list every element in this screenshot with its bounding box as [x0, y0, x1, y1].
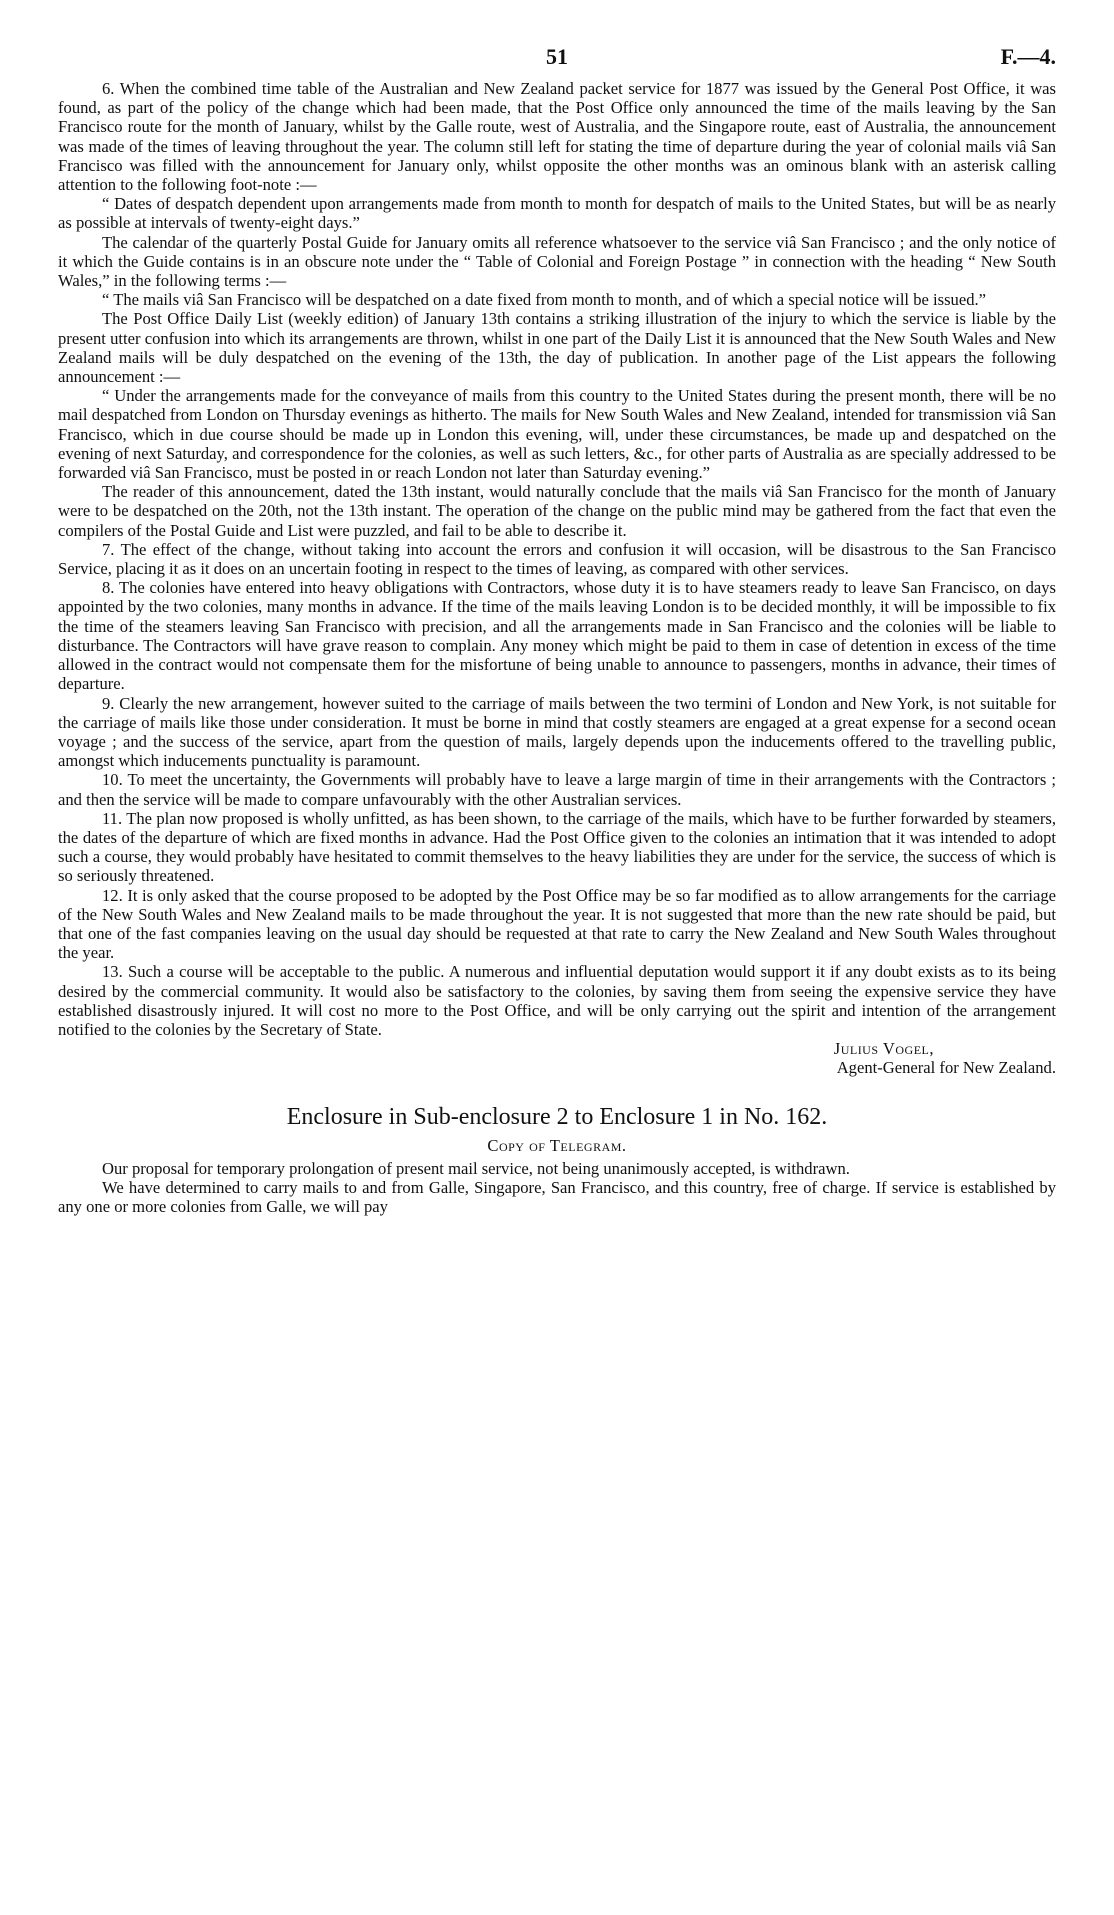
- paragraph-8: 8. The colonies have entered into heavy obligations with Contractors, whose duty it is to have steamers ready to leave San Francisco, on days appointed by the two colonies, many months in advance. If the time of the mails leaving London is to be decided monthly, it will be impossible to fix the time of the steamers leaving San Francisco with precision, and all the arrangements made in San Francisco and the colonies will be liable to disturbance. The Contractors will have grave reason to complain. Any money which might be paid to them in case of detention in excess of the time allowed in the contract would not compensate them for the misfortune of being unable to announce to passengers, months in advance, their times of departure.: [58, 578, 1056, 694]
- enclosure-title: Enclosure in Sub-enclosure 2 to Enclosure 1 in No. 162.: [286, 1103, 828, 1130]
- quotation-footnote: “ Dates of despatch dependent upon arrangements made from month to month for despatch of mails to the United States, but will be as nearly as possible at intervals of twenty-eight days.”: [58, 194, 1056, 233]
- document-body: [58, 79, 1056, 1216]
- page-header: [58, 44, 1056, 74]
- paragraph-postal-guide: The calendar of the quarterly Postal Guide for January omits all reference whatsoever to the service viâ San Francisco ; and the only notice of it which the Guide contains is in an obscure note under the “ Table of Colonial and Foreign Postage ” in connection with the heading “ New South Wales,” in the following terms :—: [58, 232, 1056, 291]
- paragraph-13: 13. Such a course will be acceptable to the public. A numerous and influential deputation would support it if any doubt exists as to its being desired by the commercial community. It would also be satisfactory to the colonies, by saving them from seeing the expensive service they have established disastrously injured. It will cost no more to the Post Office, and will be only carrying out the spirit and intention of the arrangement notified to the colonies by the Secretary of State.: [58, 962, 1056, 1039]
- paragraph-7: 7. The effect of the change, without taking into account the errors and confusion it will occasion, will be disastrous to the San Francisco Service, placing it as it does on an uncertain footing in respect to the times of leaving, as compared with other services.: [58, 539, 1056, 579]
- paragraph-6: 6. When the combined time table of the Australian and New Zealand packet service for 1877 was issued by the General Post Office, it was found, as part of the policy of the change which had been made, that the Post Office only announced the time of the mails leaving by the San Francisco route for the month of January, whilst by the Galle route, west of Australia, and the Singapore route, east of Australia, the announcement was made of the times of leaving throughout the year. The column still left for stating the time of departure during the year of colonial mails viâ San Francisco was filled with the announcement for January only, whilst opposite the other months was an ominous blank with an asterisk calling attention to the following foot-note :—: [58, 79, 1056, 195]
- enclosure-subtitle: Copy of Telegram.: [487, 1135, 627, 1155]
- signature-title: Agent-General for New Zealand.: [836, 1058, 1056, 1078]
- signature-block: [58, 1039, 1056, 1077]
- telegram-paragraph-2: We have determined to carry mails to and from Galle, Singapore, San Francisco, and this country, free of charge. If service is established by any one or more colonies from Galle, we will pay: [58, 1177, 1056, 1217]
- telegram-paragraph-1: Our proposal for temporary prolongation of present mail service, not being unanimously accepted, is withdrawn.: [102, 1158, 850, 1178]
- quotation-mails-notice: “ The mails viâ San Francisco will be despatched on a date fixed from month to month, and of which a special notice will be issued.”: [102, 290, 986, 310]
- paragraph-9: 9. Clearly the new arrangement, however suited to the carriage of mails between the two termini of London and New York, is not suitable for the carriage of mails like those under consideration. It must be borne in mind that costly steamers are engaged at a great expense for a second ocean voyage ; and the success of the service, apart from the question of mails, largely depends upon the inducements offered to the travelling public, amongst which inducements punctuality is paramount.: [58, 693, 1056, 771]
- page-number: 51: [546, 44, 568, 69]
- signature-name: Julius Vogel,: [833, 1039, 934, 1059]
- paragraph-10: 10. To meet the uncertainty, the Governments will probably have to leave a large margin of time in their arrangements with the Contractors ; and then the service will be made to compare unfavourably with the other Australian services.: [58, 770, 1056, 809]
- document-reference: F.—4.: [1000, 44, 1056, 69]
- paragraph-11: 11. The plan now proposed is wholly unfitted, as has been shown, to the carriage of the mails, which have to be further forwarded by steamers, the dates of the departure of which are fixed months in advance. Had the Post Office given to the colonies an intimation that it was intended to adopt such a course, they would probably have hesitated to commit themselves to the heavy liabilities they are under for the service, the success of which is so seriously threatened.: [58, 808, 1056, 886]
- paragraph-12: 12. It is only asked that the course proposed to be adopted by the Post Office may be so far modified as to allow arrangements for the carriage of the New South Wales and New Zealand mails to be made throughout the year. It is not suggested that more than the new rate should be paid, but that one of the fast companies leaving on the usual day should be requested at that rate to carry the New Zealand and New South Wales throughout the year.: [58, 885, 1056, 963]
- paragraph-daily-list: The Post Office Daily List (weekly edition) of January 13th contains a striking illustration of the injury to which the service is liable by the present utter confusion into which its arrangements are thrown, whilst in one part of the Daily List it is announced that the New South Wales and New Zealand mails will be duly despatched on the evening of the 13th, the day of publication. In another page of the List appears the following announcement :—: [58, 309, 1056, 387]
- paragraph-reader: The reader of this announcement, dated the 13th instant, would naturally conclude that the mails viâ San Francisco for the month of January were to be despatched on the 20th, not the 13th instant. The operation of the change on the public mind may be gathered from the fact that even the compilers of the Postal Guide and List were puzzled, and fail to be able to describe it.: [58, 482, 1056, 540]
- quotation-announcement: “ Under the arrangements made for the conveyance of mails from this country to the United States during the present month, there will be no mail despatched from London on Thursday evenings as hitherto. The mails for New South Wales and New Zealand, intended for transmission viâ San Francisco, which in due course should be made up in London this evening, will, under these circumstances, be made up and despatched on the evening of next Saturday, and correspondence for the colonies, as well as such letters, &c., for other parts of Australia as are specially addressed to be forwarded viâ San Francisco, must be posted in or reach London not later than Saturday evening.”: [58, 386, 1056, 483]
